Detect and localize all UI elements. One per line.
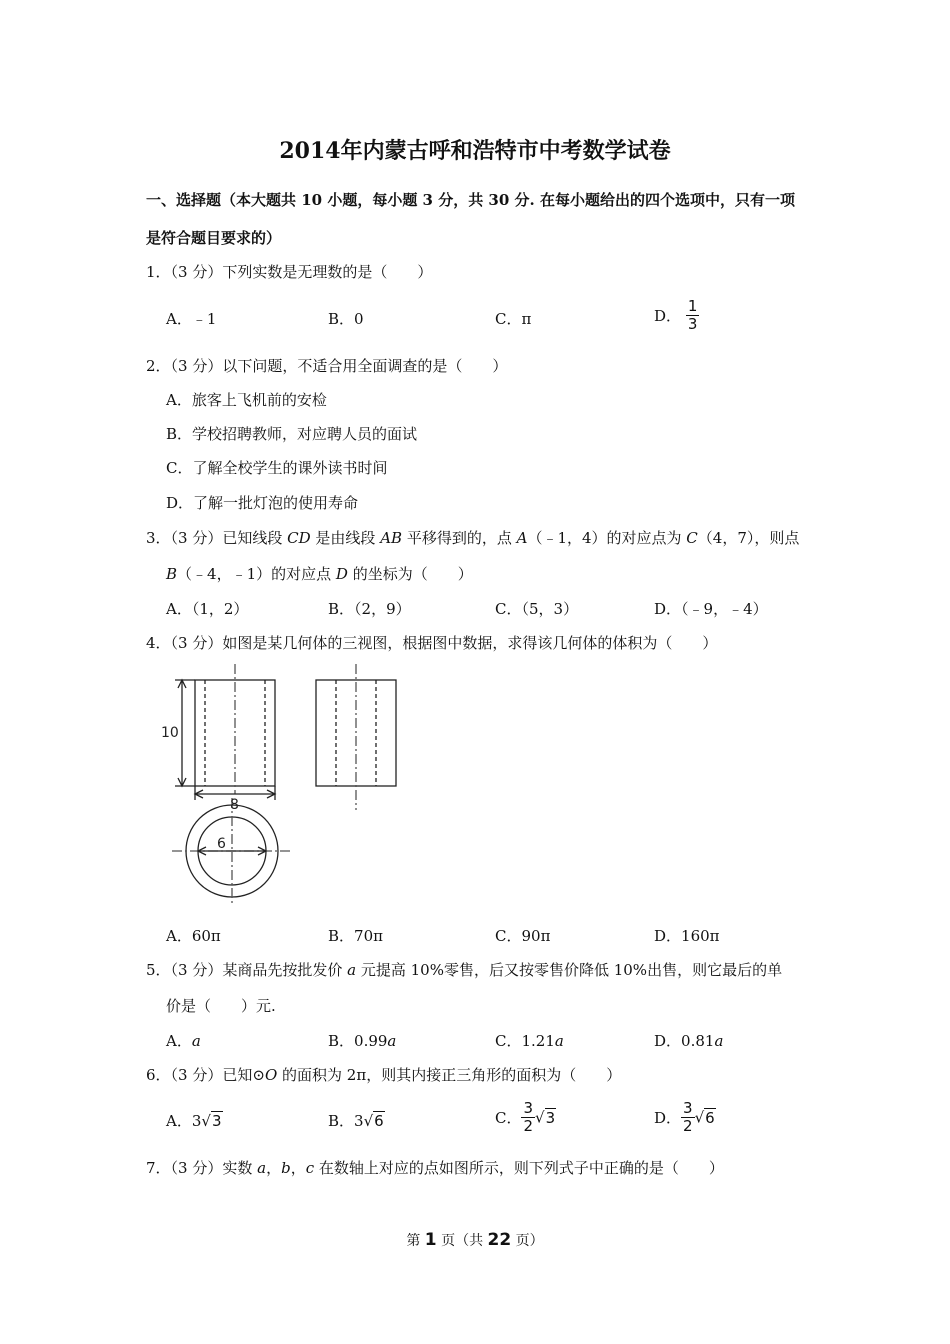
q2-option-b: B．学校招聘教师，对应聘人员的面试 — [166, 425, 418, 443]
section-heading-line1: 一、选择题（本大题共 10 小题，每小题 3 分，共 30 分. 在每小题给出的四个选项中，只有一项 — [146, 191, 795, 209]
q6c-fraction: $\frac{3}{2}$ — [523, 1099, 534, 1135]
q2-option-a: A．旅客上飞机前的安检 — [166, 391, 327, 409]
q1-option-c: C．π — [495, 310, 532, 328]
q3-stem-line1: 3．（3 分）已知线段 CD 是由线段 AB 平移得到的，点 A（﹣1，4）的对应点为 C（4，7），则点 — [146, 529, 800, 547]
q3-stem-line2: B（﹣4，﹣1）的对应点 D 的坐标为（ ） — [166, 565, 473, 583]
q4-option-a: A．60π — [166, 927, 221, 945]
q4-option-d: D．160π — [654, 927, 720, 945]
q2-option-c: C．了解全校学生的课外读书时间 — [166, 459, 388, 477]
q2-option-d: D．了解一批灯泡的使用寿命 — [166, 494, 359, 512]
q1-option-d — [654, 298, 699, 333]
page-footer: 第 1 页（共 22 页） — [406, 1230, 544, 1250]
q1-option-a: A．﹣1 — [166, 310, 217, 328]
three-view-figure — [155, 660, 415, 912]
page-title: 2014年内蒙古呼和浩特市中考数学试卷 — [279, 138, 671, 164]
q5-option-a: A．a — [166, 1032, 201, 1050]
sqrt-c: √3 — [535, 1108, 556, 1127]
q2-stem: 2．（3 分）以下问题，不适合用全面调查的是（ ） — [146, 357, 508, 375]
q1-stem: 1．（3 分）下列实数是无理数的是（ ） — [146, 263, 433, 281]
q4-option-c: C．90π — [495, 927, 551, 945]
sqrt-d: √6 — [694, 1108, 715, 1127]
q1-fraction-num: 1 — [687, 297, 698, 315]
section-heading-line2: 是符合题目要求的） — [146, 229, 282, 247]
page-number: 1 — [424, 1230, 437, 1250]
q6-option-a: A．3√3 — [166, 1112, 222, 1130]
page-total: 22 — [487, 1230, 512, 1250]
label-height: 10 — [161, 725, 179, 741]
q1-fraction-den: 3 — [687, 315, 698, 333]
q6-option-b: B．3√6 — [328, 1112, 384, 1130]
q1-fraction — [686, 298, 700, 333]
q3-option-c: C．（5，3） — [495, 600, 579, 618]
q3-option-d: D．（﹣9，﹣4） — [654, 600, 768, 618]
q5-stem-line2: 价是（ ）元. — [166, 997, 276, 1015]
q5-option-d: D．0.81a — [654, 1032, 724, 1050]
q1-option-b: B．0 — [328, 310, 364, 328]
q6-option-c: C． $\frac{3}{2}$ √3 — [495, 1099, 556, 1135]
q3-option-b: B．（2，9） — [328, 600, 411, 618]
q4-option-b: B．70π — [328, 927, 383, 945]
q3-option-a: A．（1，2） — [166, 600, 249, 618]
q5-option-c: C．1.21a — [495, 1032, 564, 1050]
sqrt-a: √3 — [201, 1112, 222, 1130]
q7-stem: 7．（3 分）实数 a，b，c 在数轴上对应的点如图所示，则下列式子中正确的是（ ） — [146, 1159, 724, 1177]
label-width: 8 — [230, 797, 239, 813]
q5-stem-line1: 5．（3 分）某商品先按批发价 a 元提高 10%零售，后又按零售价降低 10%出售，则它最后的单 — [146, 961, 783, 979]
q1-option-d-label: D． — [654, 307, 682, 325]
label-inner-diameter: 6 — [217, 836, 226, 852]
q6-option-d: D． $\frac{3}{2}$ √6 — [654, 1099, 715, 1135]
q6-stem: 6．（3 分）已知⊙O 的面积为 2π，则其内接正三角形的面积为（ ） — [146, 1066, 622, 1084]
q4-stem: 4．（3 分）如图是某几何体的三视图，根据图中数据，求得该几何体的体积为（ ） — [146, 634, 718, 652]
sqrt-b: √6 — [363, 1112, 384, 1130]
q6d-fraction: $\frac{3}{2}$ — [683, 1099, 693, 1135]
q5-option-b: B．0.99a — [328, 1032, 397, 1050]
